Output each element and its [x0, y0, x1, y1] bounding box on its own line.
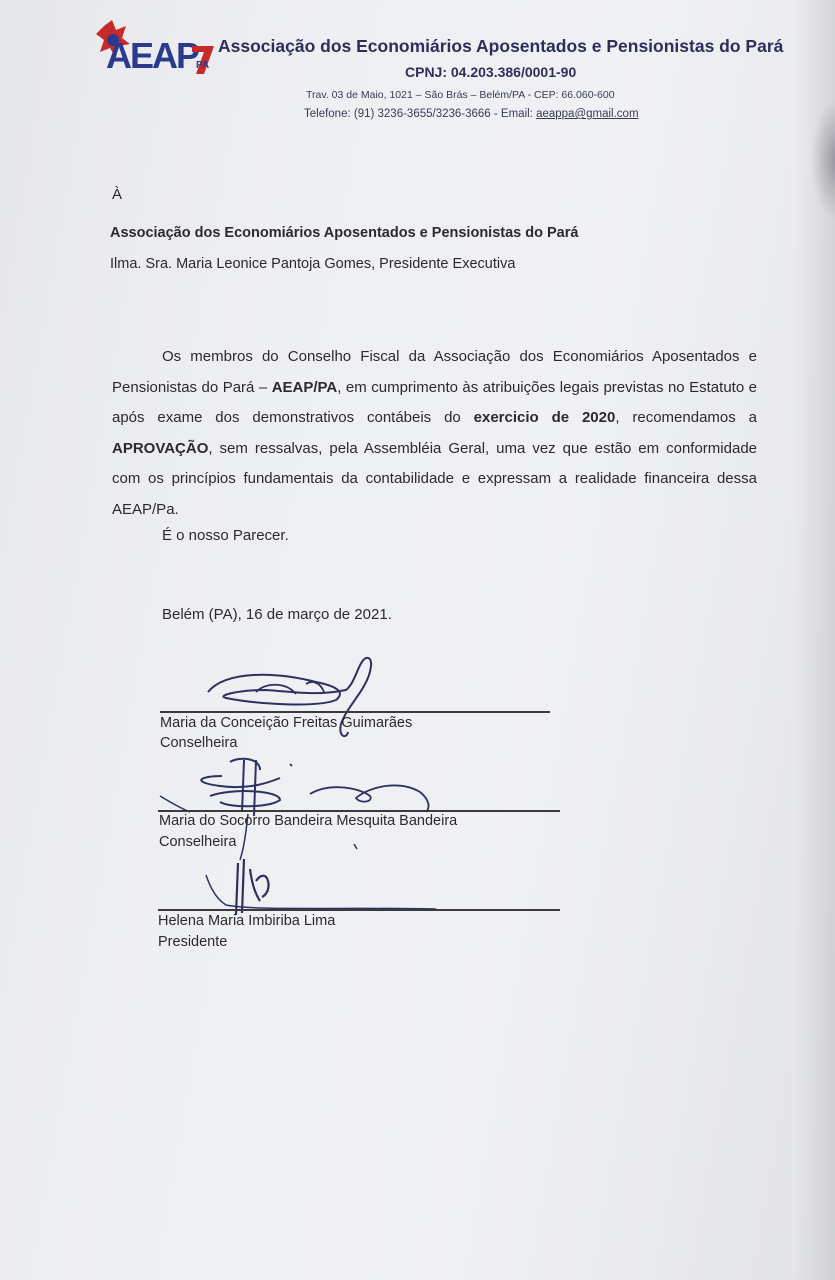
body-bold-3: APROVAÇÃO [112, 439, 209, 457]
aeap-logo [96, 18, 214, 76]
logo-sub-text: PA [196, 60, 210, 71]
phone-text: Telefone: (91) 3236-3655/3236-3666 - Email: [304, 108, 537, 120]
signature-2-line [158, 810, 560, 812]
date-line: Belém (PA), 16 de março de 2021. [162, 606, 392, 623]
signature-3-line [158, 909, 560, 911]
body-text-3: , recomendamos a [615, 409, 757, 426]
signatory-3-name: Helena Maria Imbiriba Lima [158, 913, 336, 929]
signatory-2-name: Maria do Socorro Bandeira Mesquita Bandeira [159, 813, 458, 829]
signature-1-line [160, 711, 550, 713]
recipient-org: Associação dos Economiários Aposentados e Pensionistas do Pará [110, 225, 579, 241]
body-bold-1: AEAP/PA [271, 378, 338, 396]
body-text-4: , sem ressalvas, pela Assembléia Geral, uma vez que estão em conformidade com os princípios fundamentais da contabilidade e expressam a realidade financeira dessa AEAP/Pa. [112, 439, 757, 518]
email-link[interactable]: aeappa@gmail.com [536, 108, 639, 120]
body-paragraph [112, 342, 757, 525]
paper-shadow-corner [811, 100, 835, 220]
body-text-1: Os membros do Conselho Fiscal da Associação dos Economiários Aposentados e Pensionistas do Pará – [112, 348, 757, 396]
signatory-2-role: Conselheira [159, 834, 237, 850]
body-text-2: , em cumprimento às atribuições legais previstas no Estatuto e após exame dos demonstrativos contábeis do [112, 378, 757, 426]
signatory-1-role: Conselheira [160, 735, 238, 751]
cnpj: CPNJ: 04.203.386/0001-90 [405, 64, 577, 80]
signatory-1-name: Maria da Conceição Freitas Guimarães [160, 715, 413, 731]
org-name: Associação dos Economiários Aposentados e Pensionistas do Pará [218, 36, 784, 56]
pen-mark [352, 842, 360, 852]
org-address: Trav. 03 de Maio, 1021 – São Brás – Belém/PA - CEP: 66.060-600 [306, 89, 615, 101]
recipient-person: Ilma. Sra. Maria Leonice Pantoja Gomes, Presidente Executiva [110, 256, 516, 272]
logo-text: AEAP [106, 35, 199, 76]
closing-line: É o nosso Parecer. [162, 527, 289, 544]
body-bold-2: exercicio de 2020 [473, 409, 616, 426]
signatory-3-role: Presidente [158, 934, 228, 950]
org-contact [304, 108, 639, 120]
recipient-prefix: À [112, 186, 123, 203]
